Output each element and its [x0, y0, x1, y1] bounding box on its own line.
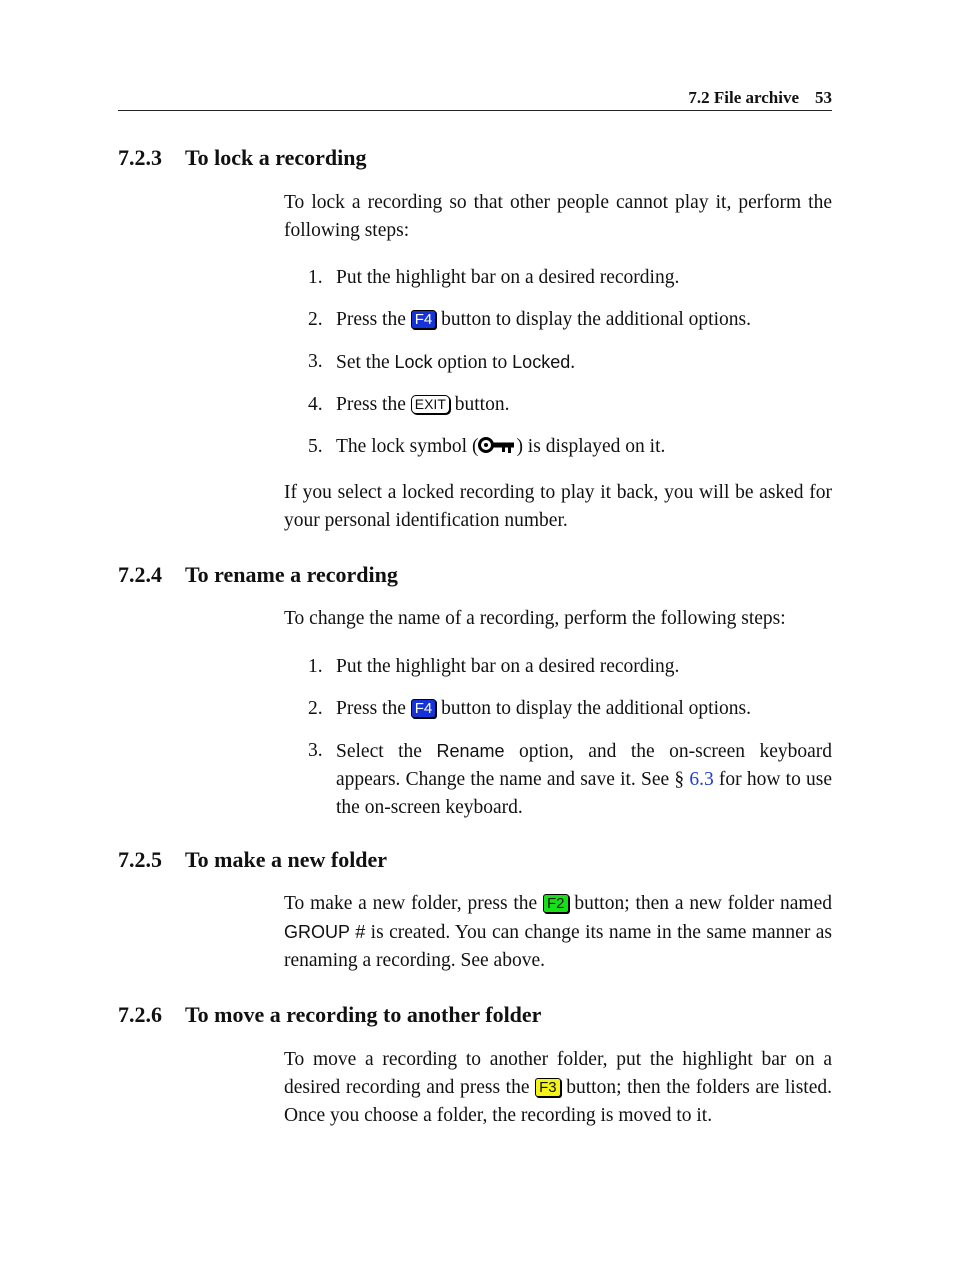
exit-key: EXIT: [411, 395, 450, 414]
rename-steps-list: [284, 653, 832, 836]
section-reference-link[interactable]: 6.3: [689, 769, 714, 790]
section-number: 7.2.6: [118, 1002, 162, 1027]
section-title: To lock a recording: [185, 145, 367, 170]
section-body: To move a recording to another folder, put the highlight bar on a desired recording and press the F3 button; then the folders are listed. Once you choose a folder, the recording is moved to it.: [284, 1049, 832, 1126]
section-title: To rename a recording: [185, 562, 398, 587]
section-number: 7.2.5: [118, 847, 162, 872]
section-number: 7.2.3: [118, 145, 162, 170]
option-name: Rename: [436, 741, 505, 761]
f3-key: F3: [535, 1078, 561, 1097]
section-title: To move a recording to another folder: [185, 1002, 542, 1027]
list-item: 1. Put the highlight bar on a desired recording.: [308, 656, 680, 677]
section-heading-7-2-6: [118, 1002, 541, 1028]
section-outro: If you select a locked recording to play it back, you will be asked for your personal identification number.: [284, 482, 832, 531]
page-number: 53: [815, 88, 832, 107]
list-item: 3. Set the Lock option to Locked.: [308, 351, 576, 373]
section-title: To make a new folder: [185, 847, 388, 872]
section-heading-7-2-5: [118, 847, 387, 873]
list-item: 3. Select the Rename option, and the on-screen keyboard appears. Change the name and save it. See § 6.3 for how to use the on-screen keyboard.: [308, 740, 833, 818]
section-intro: To lock a recording so that other people cannot play it, perform the following steps:: [284, 192, 832, 241]
section-number: 7.2.4: [118, 562, 162, 587]
f4-key: F4: [411, 699, 437, 718]
f4-key: F4: [411, 310, 437, 329]
section-heading-7-2-4: [118, 562, 398, 588]
section-heading-7-2-3: [118, 145, 367, 171]
section-intro: To change the name of a recording, perform the following steps:: [284, 608, 786, 629]
option-name: Lock: [394, 352, 433, 372]
section-body: To make a new folder, press the F2 button; then a new folder named GROUP # is created. You can change its name in the same manner as renaming a recording. See above.: [284, 893, 832, 971]
list-item: 2. Press the F4 button to display the additional options.: [308, 698, 751, 719]
header-title: 7.2 File archive: [688, 88, 799, 107]
list-item: 5. The lock symbol ( ) is displayed on it.: [308, 436, 666, 457]
lock-key-icon: [478, 435, 516, 455]
list-item: 4. Press the EXIT button.: [308, 394, 510, 415]
list-item: 1. Put the highlight bar on a desired recording.: [308, 267, 680, 288]
folder-default-name: GROUP #: [284, 922, 366, 942]
list-item: 2. Press the F4 button to display the additional options.: [308, 309, 751, 330]
f2-key: F2: [543, 894, 569, 913]
running-header: [118, 86, 832, 111]
lock-steps-list: [284, 264, 832, 475]
option-value: Locked: [512, 352, 571, 372]
